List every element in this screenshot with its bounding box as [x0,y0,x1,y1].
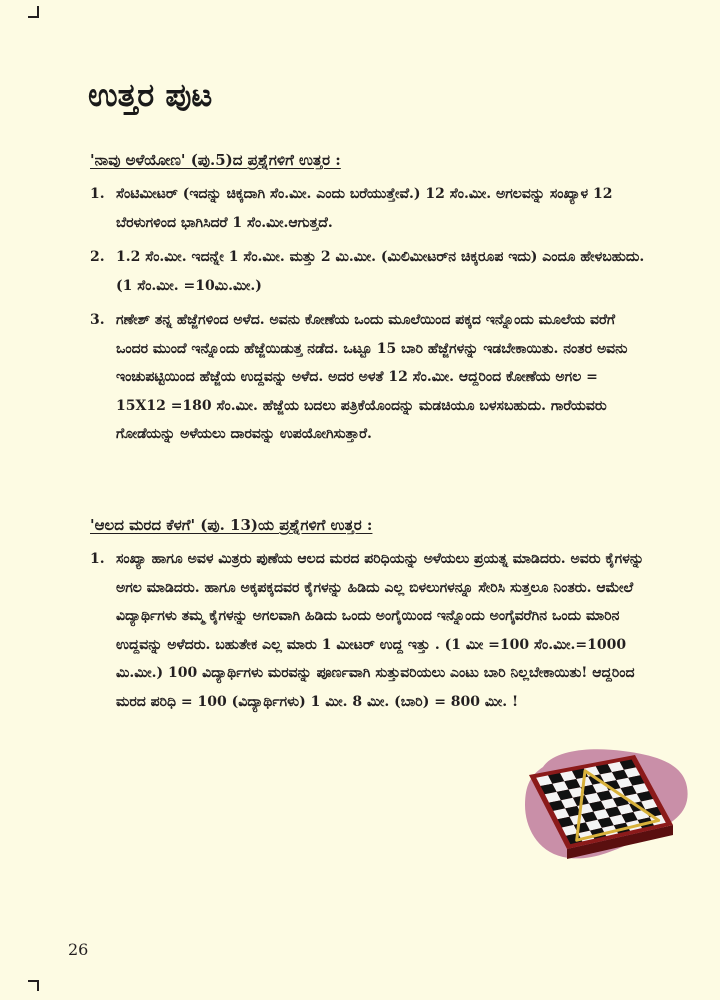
answer-text: ಸಂಖ್ಯಾ ಹಾಗೂ ಅವಳ ಮಿತ್ರರು ಪುಣೆಯ ಆಲದ ಮರದ ಪರಿಧಿಯನ್ನು ಅಳೆಯಲು ಪ್ರಯತ್ನ ಮಾಡಿದರು. ಅವರು ಕೈಗಳನ್ನು ಅಗಲ ಮಾಡಿದರು. ಹಾಗೂ ಅಕ್ಕಪಕ್ಕದವರ ಕೈಗಳನ್ನು ಹಿಡಿದು ಎಲ್ಲ ಬಿಳಲುಗಳನ್ನೂ ಸೇರಿಸಿ ಸುತ್ತಲೂ ನಿಂತರು. ಆಮೇಲೆ ವಿದ್ಯಾರ್ಥಿಗಳು ತಮ್ಮ ಕೈಗಳನ್ನು ಅಗಲವಾಗಿ ಹಿಡಿದು ಒಂದು ಅಂಗೈಯಿಂದ ಇನ್ನೊಂದು ಅಂಗೈವರೆಗಿನ ಒಂದು ಮಾರಿನ ಉದ್ದವನ್ನು ಅಳೆದರು. ಬಹುತೇಕ ಎಲ್ಲ ಮಾರು 1 ಮೀಟರ್ ಉದ್ದ ಇತ್ತು . (1 ಮೀ =100 ಸೆಂ.ಮೀ.=1000 ಮಿ.ಮೀ.) 100 ವಿದ್ಯಾರ್ಥಿಗಳು ಮರವನ್ನು ಪೂರ್ಣವಾಗಿ ಸುತ್ತುವರಿಯಲು ಎಂಟು ಬಾರಿ ನಿಲ್ಲಬೇಕಾಯಿತು! ಆದ್ದರಿಂದ ಮರದ ಪರಿಧಿ = 100 (ವಿದ್ಯಾರ್ಥಿಗಳು) 1 ಮೀ. 8 ಮೀ. (ಬಾರಿ) = 800 ಮೀ. ! [116,551,644,710]
page-title: ಉತ್ತರ ಪುಟ [88,76,213,114]
answer-item [90,545,650,716]
answer-list-banyan-tree [90,545,650,716]
crop-mark-top-left-vertical [37,6,39,17]
answer-item [90,243,650,300]
answer-list-measuring [90,180,650,449]
answer-number: 1. [90,551,105,567]
section-heading-banyan-tree: 'ಆಲದ ಮರದ ಕೆಳಗೆ' (ಪು. 13)ಯ ಪ್ರಶ್ನೆಗಳಿಗೆ ಉತ್ತರ : [90,516,373,534]
answer-text: 1.2 ಸೆಂ.ಮೀ. ಇದನ್ನೇ 1 ಸೆಂ.ಮೀ. ಮತ್ತು 2 ಮಿ.ಮೀ. (ಮಿಲಿಮೀಟರ್‌ನ ಚಿಕ್ಕರೂಪ ಇದು) ಎಂದೂ ಹೇಳಬಹುದು. (1 ಸೆಂ.ಮೀ. =10ಮಿ.ಮೀ.) [116,249,645,294]
chessboard-illustration [515,745,695,865]
answer-item [90,306,650,449]
page-number: 26 [68,940,89,959]
answer-item [90,180,650,237]
section-heading-measuring: 'ನಾವು ಅಳೆಯೋಣ' (ಪು.5)ದ ಪ್ರಶ್ನೆಗಳಿಗೆ ಉತ್ತರ : [90,151,341,169]
answer-number: 1. [90,186,105,202]
answer-text: ಗಣೇಶ್ ತನ್ನ ಹೆಜ್ಜೆಗಳಿಂದ ಅಳೆದ. ಅವನು ಕೋಣೆಯ ಒಂದು ಮೂಲೆಯಿಂದ ಪಕ್ಕದ ಇನ್ನೊಂದು ಮೂಲೆಯ ವರೆಗೆ ಒಂದರ ಮುಂದೆ ಇನ್ನೊಂದು ಹೆಜ್ಜೆಯಿಡುತ್ತ ನಡೆದ. ಒಟ್ಟೂ 15 ಬಾರಿ ಹೆಜ್ಜೆಗಳನ್ನು ಇಡಬೇಕಾಯಿತು. ನಂತರ ಅವನು ಇಂಚುಪಟ್ಟಿಯಿಂದ ಹೆಜ್ಜೆಯ ಉದ್ದವನ್ನು ಅಳೆದ. ಅದರ ಅಳತೆ 12 ಸೆಂ.ಮೀ. ಆದ್ದರಿಂದ ಕೋಣೆಯ ಅಗಲ = 15X12 =180 ಸೆಂ.ಮೀ. ಹೆಜ್ಜೆಯ ಬದಲು ಪತ್ರಿಕೆಯೊಂದನ್ನು ಮಡಚಿಯೂ ಬಳಸಬಹುದು. ಗಾರೆಯವರು ಗೋಡೆಯನ್ನು ಅಳೆಯಲು ದಾರವನ್ನು ಉಪಯೋಗಿಸುತ್ತಾರೆ. [116,312,628,442]
crop-mark-bottom-left-vertical [37,980,39,991]
answer-number: 3. [90,312,105,328]
answer-text: ಸೆಂಟಿಮೀಟರ್ (ಇದನ್ನು ಚಿಕ್ಕದಾಗಿ ಸೆಂ.ಮೀ. ಎಂದು ಬರೆಯುತ್ತೇವೆ.) 12 ಸೆಂ.ಮೀ. ಅಗಲವನ್ನು ಸಂಖ್ಯಾಳ 12 ಬೆರಳುಗಳಿಂದ ಭಾಗಿಸಿದರೆ 1 ಸೆಂ.ಮೀ.ಆಗುತ್ತದೆ. [116,186,613,231]
answer-number: 2. [90,249,105,265]
